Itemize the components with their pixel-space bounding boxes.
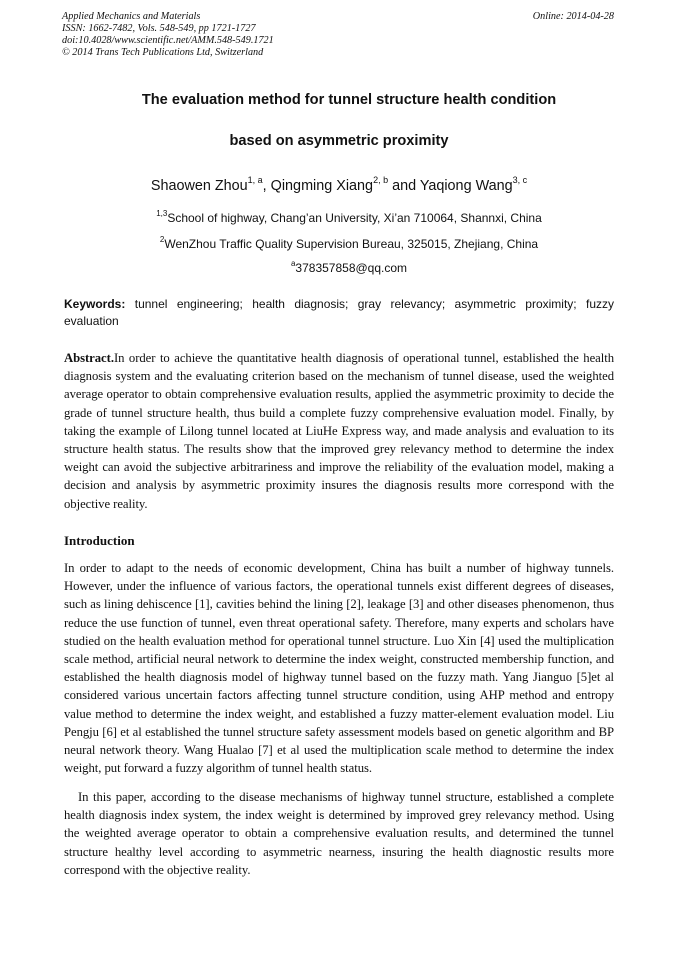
author-list xyxy=(0,175,678,194)
issn-line: ISSN: 1662-7482, Vols. 548-549, pp 1721-1727 xyxy=(62,23,256,34)
affiliation-2 xyxy=(10,235,678,251)
introduction-paragraph-1: In order to adapt to the needs of economic development, China has built a number of highway tunnels. However, under the influence of various factors, the operational tunnels exist different degrees of diseases, such as lining dehiscence [1], cavities behind the lining [2], leakage [3] and other diseases phenomenon, thus reduce the use function of tunnel, even threat operational safety. Therefore, many experts and scholars have studied on the health evaluation method for operational tunnel structure. Luo Xin [4] used the multiplication scale method, artificial neural network to determine the index weight, constructed membership function, and established the health diagnosis model of highway tunnel based on the fuzzy math. Yang Jianguo [5]et al considered various uncertain factors affecting tunnel structure condition, using AHP method and entropy value method to determine the index weight, and established a fuzzy matter-element evaluation model. Liu Pengju [6] et al established the tunnel structure safety assessment models based on genetic algorithm and BP neural network theory. Wang Hualao [7] et al used the multiplication scale method to determine the index weight, put forward a fuzzy algorithm of tunnel health status. xyxy=(64,561,614,776)
author-affiliation-sup: 1, a xyxy=(247,175,263,185)
affiliation-text: School of highway, Chang’an University, Xi’an 710064, Shannxi, China xyxy=(167,211,542,225)
affiliation-sup: 2 xyxy=(159,235,165,244)
author-email xyxy=(10,259,678,275)
copyright-line: © 2014 Trans Tech Publications Ltd, Switzerland xyxy=(62,47,264,58)
author-name: , Qingming Xiang xyxy=(262,178,374,194)
keywords-text: tunnel engineering; health diagnosis; gray relevancy; asymmetric proximity; fuzzy evaluation xyxy=(64,297,614,328)
author-affiliation-sup: 2, b xyxy=(373,175,389,185)
email-text[interactable]: 378357858@qq.com xyxy=(295,261,408,275)
online-date: Online: 2014-04-28 xyxy=(532,11,614,22)
author-name: Shaowen Zhou xyxy=(150,178,248,194)
author-name: and Yaqiong Wang xyxy=(388,178,513,194)
abstract xyxy=(64,349,614,513)
affiliation-sup: 1,3 xyxy=(156,209,168,218)
paper-title-line-2: based on asymmetric proximity xyxy=(229,133,449,149)
affiliation-1 xyxy=(10,209,678,225)
introduction-paragraph-2: In this paper, according to the disease mechanisms of highway tunnel structure, established a complete health diagnosis index system, the index weight is determined by improved grey relevancy method. Using the weighted average operator to obtain a comprehensive evaluation results, and determined the tunnel structure healthy level according to asymmetric nearness, insuring the health diagnostic results more correspond with the objective reality. xyxy=(64,790,614,877)
journal-name: Applied Mechanics and Materials xyxy=(62,11,201,22)
section-heading-introduction: Introduction xyxy=(64,533,135,548)
journal-header xyxy=(62,11,274,59)
keywords-label: Keywords: xyxy=(64,297,126,311)
email-sup: a xyxy=(290,259,296,268)
abstract-label: Abstract. xyxy=(64,351,114,365)
abstract-text: In order to achieve the quantitative health diagnosis of operational tunnel, established the health diagnosis system and the evaluating criterion based on the mechanism of tunnel disease, used the weighted average operator to obtain comprehensive evaluation results, applied the asymmetric proximity to decide the grade of tunnel structure health, thus build a complete fuzzy comprehensive evaluation model. Finally, by taking the example of Lilong tunnel located at LiuHe Express way, and made analysis and evaluation to its structure health status. The results show that the improved grey relevancy method to determine the index weight can avoid the subjective arbitrariness and improve the reliability of the evaluation model, making a decision and analysis by asymmetric proximity insures the diagnosis results more correspond with the objective reality. xyxy=(64,351,614,511)
author-affiliation-sup: 3, c xyxy=(512,175,528,185)
doi-link[interactable]: doi:10.4028/www.scientific.net/AMM.548-549.1721 xyxy=(62,35,274,46)
affiliation-text: WenZhou Traffic Quality Supervision Bureau, 325015, Zhejiang, China xyxy=(164,237,539,251)
paper-title-line-1: The evaluation method for tunnel structure health condition xyxy=(141,92,557,108)
keywords xyxy=(64,296,614,330)
